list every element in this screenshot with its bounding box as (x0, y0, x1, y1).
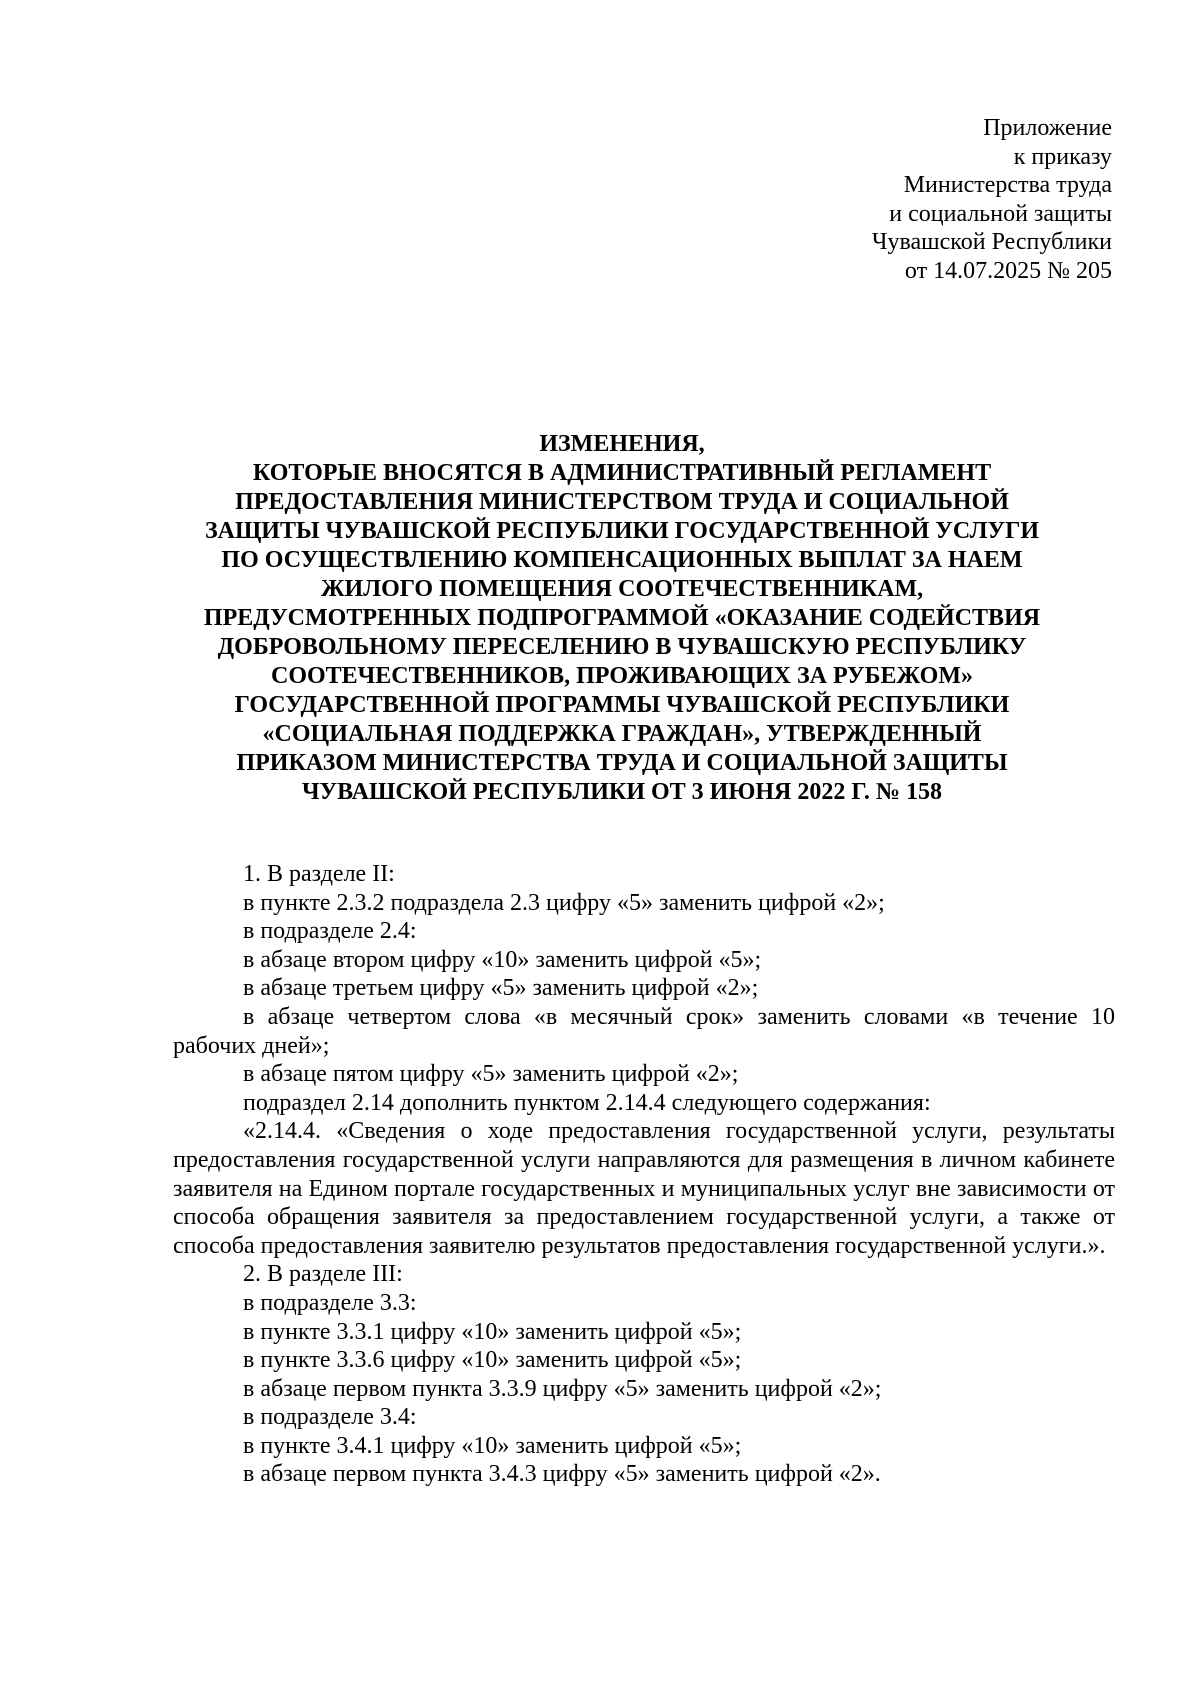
title-line: КОТОРЫЕ ВНОСЯТСЯ В АДМИНИСТРАТИВНЫЙ РЕГЛАМЕНТ (252, 460, 992, 486)
document-body (173, 860, 1115, 1489)
title-line: СООТЕЧЕСТВЕННИКОВ, ПРОЖИВАЮЩИХ ЗА РУБЕЖОМ» (270, 663, 973, 689)
appendix-block (692, 114, 1112, 286)
body-paragraph: в абзаце первом пункта 3.3.9 цифру «5» заменить цифрой «2»; (243, 1375, 882, 1402)
title-line: ПРЕДОСТАВЛЕНИЯ МИНИСТЕРСТВОМ ТРУДА И СОЦИАЛЬНОЙ (235, 489, 1009, 515)
body-paragraph: в абзаце пятом цифру «5» заменить цифрой «2»; (243, 1061, 739, 1088)
body-paragraph: в абзаце первом пункта 3.4.3 цифру «5» заменить цифрой «2». (243, 1461, 881, 1488)
appendix-line: Приложение (983, 115, 1112, 141)
appendix-line: и социальной защиты (889, 200, 1112, 227)
appendix-line: к приказу (1013, 143, 1112, 170)
title-line: ДОБРОВОЛЬНОМУ ПЕРЕСЕЛЕНИЮ В ЧУВАШСКУЮ РЕСПУБЛИКУ (217, 634, 1027, 660)
body-paragraph: в подразделе 2.4: (243, 918, 417, 945)
title-line: ПО ОСУЩЕСТВЛЕНИЮ КОМПЕНСАЦИОННЫХ ВЫПЛАТ ЗА НАЕМ (221, 547, 1023, 573)
appendix-line: Министерства труда (903, 172, 1112, 199)
body-paragraph: в пункте 3.4.1 цифру «10» заменить цифрой «5»; (243, 1432, 742, 1459)
title-line: ГОСУДАРСТВЕННОЙ ПРОГРАММЫ ЧУВАШСКОЙ РЕСПУБЛИКИ (234, 692, 1010, 718)
body-paragraph: в пункте 3.3.1 цифру «10» заменить цифрой «5»; (243, 1318, 742, 1345)
body-paragraph: в абзаце третьем цифру «5» заменить цифрой «2»; (243, 975, 759, 1002)
title-line: ЗАЩИТЫ ЧУВАШСКОЙ РЕСПУБЛИКИ ГОСУДАРСТВЕННОЙ УСЛУГИ (204, 518, 1040, 544)
body-paragraph: в абзаце втором цифру «10» заменить цифрой «5»; (243, 946, 762, 973)
title-line: ПРИКАЗОМ МИНИСТЕРСТВА ТРУДА И СОЦИАЛЬНОЙ ЗАЩИТЫ (236, 750, 1008, 776)
title-line: ЖИЛОГО ПОМЕЩЕНИЯ СООТЕЧЕСТВЕННИКАМ, (320, 576, 924, 602)
body-paragraph: 2. В разделе III: (243, 1261, 403, 1288)
appendix-line: от 14.07.2025 № 205 (904, 257, 1112, 284)
body-paragraph: 1. В разделе II: (243, 861, 395, 887)
title-line: ИЗМЕНЕНИЯ, (539, 431, 705, 457)
body-paragraph: «2.14.4. «Сведения о ходе предоставления государственной услуги, результаты предоставления государственной услуги направляются для размещения в личном кабинете заявителя на Едином портале государственных и муниципальных услуг вне зависимости от способа обращения заявителя за предоставлением государственной услуги, а также от способа предоставления заявителю результатов предоставления государственной услуги.». (173, 1118, 1115, 1259)
title-line: ЧУВАШСКОЙ РЕСПУБЛИКИ ОТ 3 ИЮНЯ 2022 Г. № 158 (301, 779, 943, 805)
document-title (170, 430, 1074, 807)
body-paragraph: в подразделе 3.3: (243, 1289, 417, 1316)
appendix-line: Чувашской Республики (871, 229, 1112, 256)
body-paragraph: в пункте 3.3.6 цифру «10» заменить цифрой «5»; (243, 1347, 742, 1374)
body-paragraph: в пункте 2.3.2 подраздела 2.3 цифру «5» заменить цифрой «2»; (243, 889, 885, 916)
title-line: ПРЕДУСМОТРЕННЫХ ПОДПРОГРАММОЙ «ОКАЗАНИЕ СОДЕЙСТВИЯ (203, 605, 1041, 631)
title-line: «СОЦИАЛЬНАЯ ПОДДЕРЖКА ГРАЖДАН», УТВЕРЖДЕННЫЙ (262, 721, 982, 747)
body-paragraph: в подразделе 3.4: (243, 1404, 417, 1431)
body-paragraph: подраздел 2.14 дополнить пунктом 2.14.4 следующего содержания: (243, 1089, 931, 1116)
body-paragraph: в абзаце четвертом слова «в месячный срок» заменить словами «в течение 10 рабочих дней»; (173, 1003, 1115, 1059)
